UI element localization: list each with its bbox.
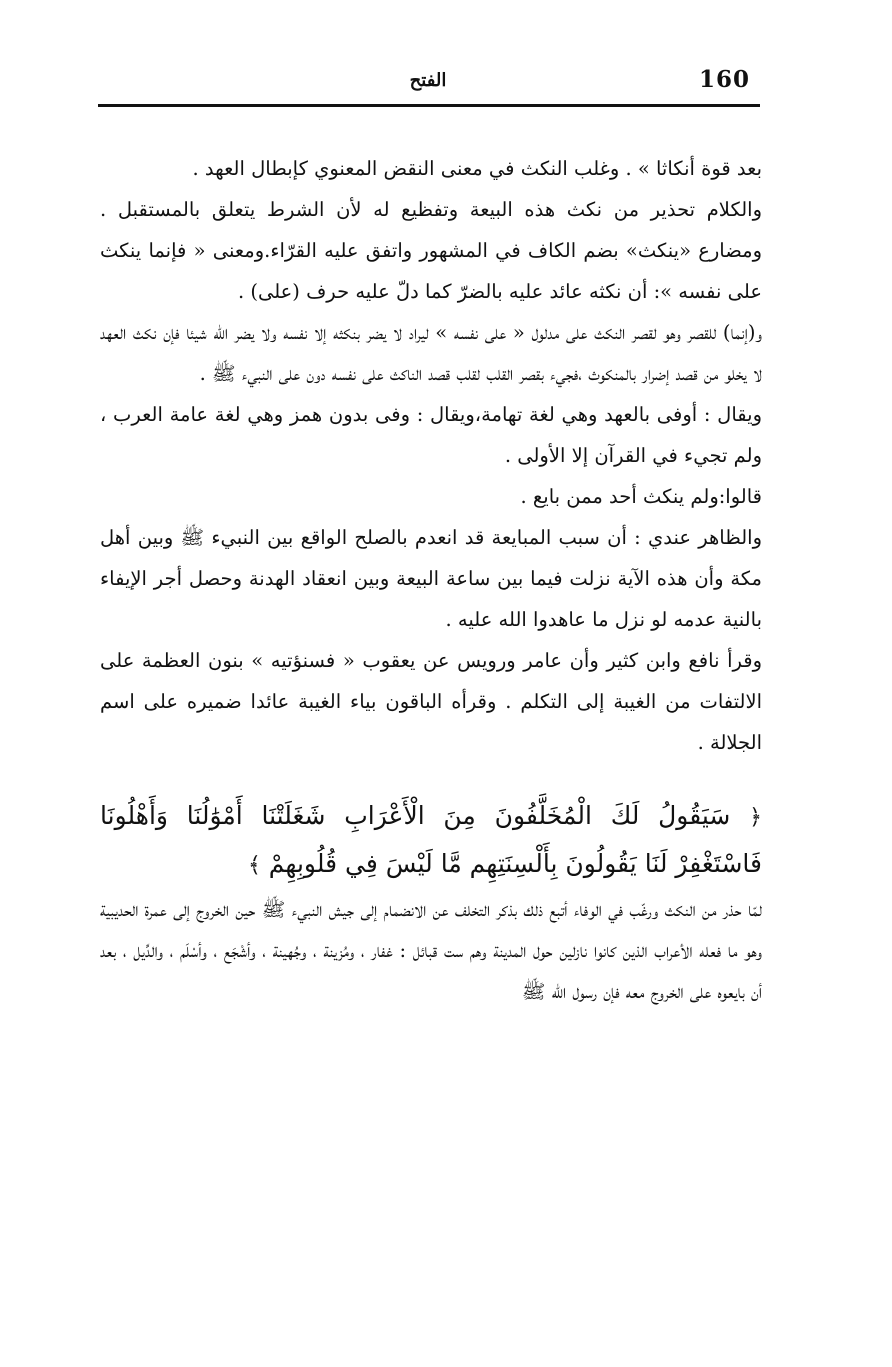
verse-open-mark: ﴿	[749, 805, 763, 830]
paragraph: قالوا:ولم ينكث أحد ممن بايع .	[520, 485, 762, 508]
paragraph: ويقال : أوفى بالعهد وهي لغة تهامة،ويقال : وفى بدون همز وهي لغة عامة العرب ، ولم تجيء في القرآن إلا الأولى .	[100, 403, 762, 467]
header-rule	[98, 104, 760, 107]
paragraph: والكلام تحذير من نكث هذه البيعة وتفظيع له لأن الشرط يتعلق بالمستقبل . ومضارع «ينكث» بضم الكاف في المشهور واتفق عليه القرّاء.ومعنى « فإنما ينكث على نفسه »: أن نكثه عائد عليه بالضرّ كما دلّ عليه حرف (على) .	[100, 198, 762, 303]
paragraph: و(إنما) للقصر وهو لقصر النكث على مدلول « على نفسه » ليراد لا يضر بنكثه إلا نفسه ولا يضر الله شيئا فإن نكث العهد لا يخلو من قصد إضرار بالمنكوث ،فجيء بقصر القلب لقلب قصد الناكث على نفسه دون على النبيء ﷺ .	[100, 321, 762, 385]
page-number: 160	[698, 66, 750, 93]
paragraph: بعد قوة أنكاثا » . وغلب النكث في معنى النقض المعنوي كإبطال العهد .	[192, 157, 762, 180]
paragraph: والظاهر عندي : أن سبب المبايعة قد انعدم بالصلح الواقع بين النبيء ﷺ وبين أهل مكة وأن هذه الآية نزلت فيما بين ساعة البيعة وبين انعقاد الهدنة وحصل أجر الإيفاء بالنية عدمه لو نزل ما عاهدوا الله عليه .	[100, 526, 762, 631]
page-body	[100, 148, 762, 1012]
quran-verse	[100, 793, 762, 889]
running-title: الفتح	[409, 70, 447, 91]
verse-close-mark: ﴾	[247, 853, 261, 878]
page-header	[98, 62, 760, 108]
paragraph: وقرأ نافع وابن كثير وأن عامر ورويس عن يعقوب « فسنؤتيه » بنون العظمة على الالتفات من الغيبة إلى التكلم . وقرأه الباقون بياء الغيبة عائدا ضميره على اسم الجلالة .	[100, 649, 762, 754]
verse-text: سَيَقُولُ لَكَ الْمُخَلَّفُونَ مِنَ الْأَعْرَابِ شَغَلَتْنَا أَمْوَٰلُنَا وَأَهْلُونَا فَاسْتَغْفِرْ لَنَا يَقُولُونَ بِأَلْسِنَتِهِم مَّا لَيْسَ فِي قُلُوبِهِمْ	[100, 801, 762, 878]
paragraph: لمّا حذر من النكث ورغّب في الوفاء أتبع ذلك بذكر التخلف عن الانضمام إلى جيش النبيء ﷺ حين الخروج إلى عمرة الحديبية وهو ما فعله الأعراب الذين كانوا نازلين حول المدينة وهم ست قبائل : غفار ، ومُزينة ، وجُهينة ، وأشْجَع ، وأسْلَم ، والدِّيل ، بعد أن بايعوه على الخروج معه فإن رسول الله ﷺ	[100, 898, 762, 1003]
